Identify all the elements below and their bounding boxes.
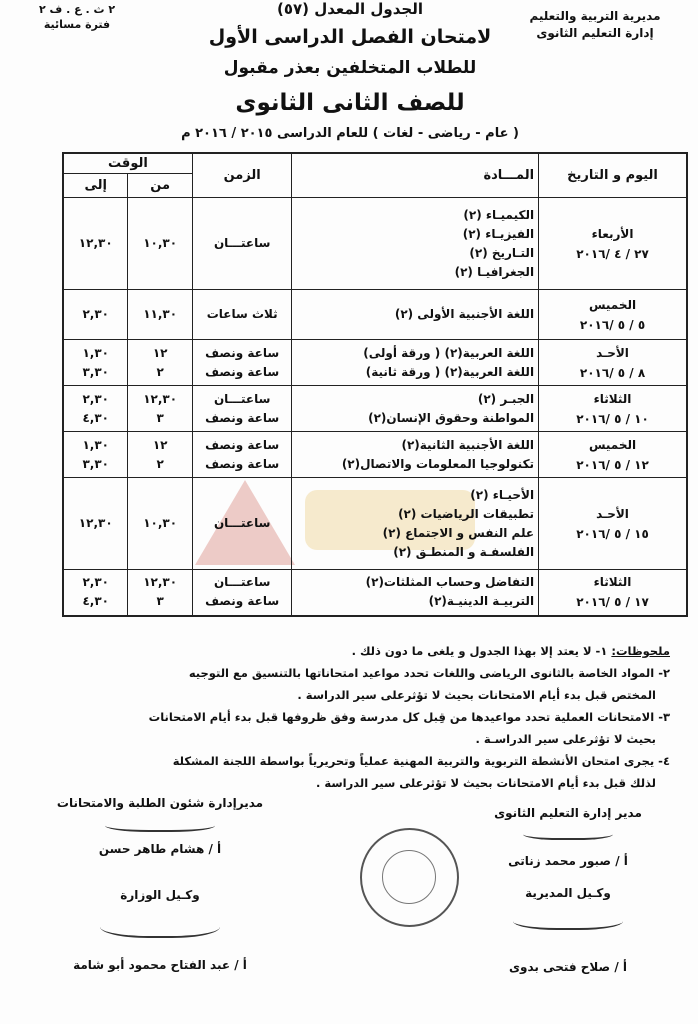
signature-right-bottom — [468, 886, 668, 974]
to-cell: ٢,٣٠ — [63, 290, 128, 340]
day-cell: الثلاثاء ١٧ / ٥ /٢٠١٦ — [539, 570, 687, 616]
note-4a: ٤- يجرى امتحان الأنشطة التربوية والتربية المهنية عملياً وتحريرياً بواسطة اللجنة المشكلة — [172, 754, 670, 768]
signatory-name: أ / صلاح فتحى بدوى — [508, 960, 627, 974]
note-4b: لذلك قبل بدء أيام الامتحانات بحيث لا تؤثرعلى سير الدراسة . — [316, 776, 656, 790]
duration-cell: ساعة ونصف ساعة ونصف — [192, 340, 292, 386]
signature-scribble — [513, 908, 623, 930]
table-row — [63, 290, 687, 340]
subject-cell: اللغة العربية(٢) ( ورقة أولى) اللغة العربية(٢) ( ورقة ثانية) — [292, 340, 539, 386]
to-cell: ١٢,٣٠ — [63, 478, 128, 570]
signature-scribble — [100, 910, 220, 938]
table-row — [63, 198, 687, 290]
signatory-title: مدير إدارة التعليم الثانوى — [494, 806, 642, 820]
signature-scribble — [105, 816, 215, 832]
note-2a: ٢- المواد الخاصة بالثانوى الرياضى واللغات تحدد مواعيد امتحاناتها بالتنسيق مع التوجيه — [188, 666, 670, 680]
notes-section — [30, 640, 670, 794]
note-3b: بحيث لا تؤثرعلى سير الدراسـة . — [475, 732, 656, 746]
to-cell: ١٢,٣٠ — [63, 198, 128, 290]
from-cell: ١٢ ٢ — [128, 340, 192, 386]
duration-cell: ساعة ونصف ساعة ونصف — [192, 432, 292, 478]
signature-left-bottom — [30, 888, 290, 972]
department-name: إدارة التعليم الثانوى — [536, 26, 654, 40]
document-top-title: الجدول المعدل (٥٧) — [276, 0, 424, 18]
exam-schedule-table — [62, 152, 688, 617]
from-cell: ١٢ ٢ — [128, 432, 192, 478]
day-cell: الخميس ٥ / ٥ /٢٠١٦ — [539, 290, 687, 340]
form-code-number: ٢ ث . ع . ف ٢ — [38, 3, 116, 16]
header-time: الوقت — [63, 153, 192, 174]
to-cell: ١,٣٠ ٣,٣٠ — [63, 432, 128, 478]
year-subtitle: ( عام - رياضى - لغات ) للعام الدراسى ٢٠١٥ / ٢٠١٦ م — [181, 126, 519, 141]
signatory-name: أ / هشام طاهر حسن — [98, 842, 222, 856]
form-code — [22, 2, 132, 32]
signatory-name: أ / عبد الفتاح محمود أبو شامة — [73, 958, 247, 972]
header-duration: الزمن — [192, 153, 292, 198]
table-row — [63, 340, 687, 386]
from-cell: ١٢,٣٠ ٣ — [128, 570, 192, 616]
to-cell: ٢,٣٠ ٤,٣٠ — [63, 570, 128, 616]
signatory-name: أ / صبور محمد زناتى — [508, 854, 628, 868]
header-day: اليوم و التاريخ — [539, 153, 687, 198]
from-cell: ١٠,٣٠ — [128, 198, 192, 290]
day-cell: الخميس ١٢ / ٥ /٢٠١٦ — [539, 432, 687, 478]
table-row — [63, 432, 687, 478]
duration-cell: ساعتـــان — [192, 198, 292, 290]
note-3a: ٣- الامتحانات العملية تحدد مواعيدها من قِبل كل مدرسة وفق ظروفها قبل بدء أيام الامتحانات — [148, 710, 670, 724]
to-cell: ١,٣٠ ٣,٣٠ — [63, 340, 128, 386]
signatory-title: مديرإدارة شئون الطلبة والامتحانات — [56, 796, 264, 810]
header-subject: المـــادة — [292, 153, 539, 198]
subject-cell: الجبـر (٢) المواطنة وحقوق الإنسان(٢) — [292, 386, 539, 432]
signature-right-top — [468, 806, 668, 868]
subject-cell: التفاضل وحساب المثلثات(٢) التربيـة الدينيـة(٢) — [292, 570, 539, 616]
to-cell: ٢,٣٠ ٤,٣٠ — [63, 386, 128, 432]
day-cell: الأحـد ١٥ / ٥ /٢٠١٦ — [539, 478, 687, 570]
subject-cell: اللغة الأجنبية الأولى (٢) — [292, 290, 539, 340]
students-title: للطلاب المتخلفين بعذر مقبول — [223, 58, 477, 78]
day-cell: الأربعاء ٢٧ / ٤ /٢٠١٦ — [539, 198, 687, 290]
table-row — [63, 386, 687, 432]
directorate-name: مديرية التربية والتعليم — [529, 9, 661, 23]
table-row — [63, 570, 687, 616]
shift-label: فترة مسائية — [43, 18, 111, 31]
grade-title: للصف الثانى الثانوى — [235, 90, 465, 116]
day-cell: الثلاثاء ١٠ / ٥ /٢٠١٦ — [539, 386, 687, 432]
eagle-emblem-icon — [382, 850, 436, 904]
notes-label: ملحوظات: — [611, 644, 670, 658]
from-cell: ١١,٣٠ — [128, 290, 192, 340]
subject-cell: الكيميـاء (٢) الفيزيـاء (٢) التـاريخ (٢) الجغرافيـا (٢) — [292, 198, 539, 290]
duration-cell: ساعتـــان ساعة ونصف — [192, 386, 292, 432]
signature-left-top — [30, 796, 290, 856]
signatory-title: وكـيل المديرية — [525, 886, 611, 900]
subject-cell: اللغة الأجنبية الثانية(٢) تكنولوجيا المعلومات والاتصال(٢) — [292, 432, 539, 478]
table-header-row — [63, 153, 687, 174]
table-row — [63, 478, 687, 570]
header-from: من — [128, 174, 192, 198]
header-to: إلى — [63, 174, 128, 198]
from-cell: ١٠,٣٠ — [128, 478, 192, 570]
subject-cell: الأحيـاء (٢) تطبيقات الرياضيات (٢) علم النفس و الاجتماع (٢) الفلسفـة و المنطـق (٢) — [292, 478, 539, 570]
note-2b: المختص قبل بدء أيام الامتحانات بحيث لا تؤثرعلى سير الدراسة . — [297, 688, 656, 702]
duration-cell: ثلاث ساعات — [192, 290, 292, 340]
duration-cell: ساعتـــان ساعة ونصف — [192, 570, 292, 616]
day-cell: الأحـد ٨ / ٥ /٢٠١٦ — [539, 340, 687, 386]
signature-scribble — [523, 826, 613, 840]
from-cell: ١٢,٣٠ ٣ — [128, 386, 192, 432]
duration-cell: ساعتـــان — [192, 478, 292, 570]
note-1: ١- لا يعتد إلا بهذا الجدول و يلغى ما دون ذلك . — [351, 644, 608, 658]
directorate-header — [510, 8, 680, 42]
exam-title: لامتحان الفصل الدراسى الأول — [208, 26, 492, 48]
signatory-title: وكـيل الوزارة — [120, 888, 200, 902]
